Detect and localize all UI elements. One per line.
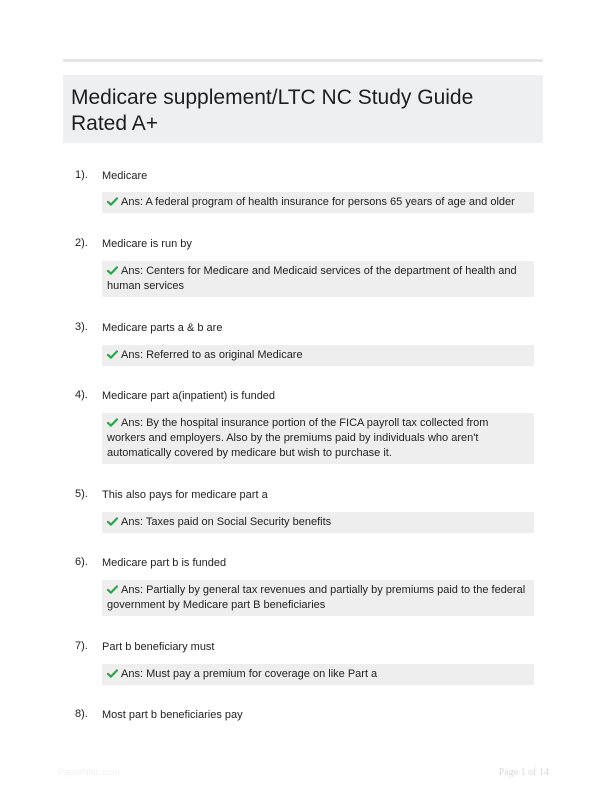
question-number: 2). xyxy=(75,237,88,249)
answer-text: Ans: By the hospital insurance portion of the FICA payroll tax collected from workers and employers. Also by the premiums paid by individuals who aren't automatically covered by medicare but wish to purchase it. xyxy=(107,417,489,459)
question-text: Most part b beneficiaries pay xyxy=(102,709,243,721)
check-icon xyxy=(107,585,118,594)
answer-text: Ans: Referred to as original Medicare xyxy=(121,349,303,361)
check-icon xyxy=(107,669,118,678)
question-number: 4). xyxy=(75,389,88,401)
page-title: Medicare supplement/LTC NC Study Guide Rated A+ xyxy=(71,86,474,135)
answer-box xyxy=(102,192,534,213)
page-number: Page 1 of 14 xyxy=(498,767,549,778)
answer-box xyxy=(102,413,534,464)
answer-box xyxy=(102,512,534,533)
answer-box xyxy=(102,580,534,616)
check-icon xyxy=(107,197,118,206)
question-text: Medicare parts a & b are xyxy=(102,322,223,334)
question-text: Medicare part b is funded xyxy=(102,557,227,569)
question-number: 3). xyxy=(75,321,88,333)
answer-box xyxy=(102,345,534,366)
answer-text: Ans: Must pay a premium for coverage on like Part a xyxy=(121,668,378,680)
question-text: Part b beneficiary must xyxy=(102,641,215,653)
answer-box xyxy=(102,664,534,685)
answer-text: Ans: Centers for Medicare and Medicaid services of the department of health and human services xyxy=(107,265,517,292)
check-icon xyxy=(107,266,118,275)
question-number: 6). xyxy=(75,556,88,568)
answer-text: Ans: Partially by general tax revenues and partially by premiums paid to the federal government by Medicare part B beneficiaries xyxy=(107,584,526,611)
question-text: Medicare xyxy=(102,170,148,182)
question-text: Medicare part a(inpatient) is funded xyxy=(102,390,276,402)
question-number: 1). xyxy=(75,169,88,181)
answer-box xyxy=(102,261,534,297)
question-number: 5). xyxy=(75,488,88,500)
answer-text: Ans: Taxes paid on Social Security benefits xyxy=(121,516,332,528)
question-text: Medicare is run by xyxy=(102,238,192,250)
answer-text: Ans: A federal program of health insurance for persons 65 years of age and older xyxy=(121,196,515,208)
question-number: 7). xyxy=(75,640,88,652)
title-box xyxy=(63,75,543,143)
question-text: This also pays for medicare part a xyxy=(102,489,268,501)
question-number: 8). xyxy=(75,708,88,720)
check-icon xyxy=(107,350,118,359)
footer-watermark: PaperNftic.com xyxy=(58,767,120,777)
top-divider xyxy=(63,59,543,62)
check-icon xyxy=(107,418,118,427)
check-icon xyxy=(107,517,118,526)
